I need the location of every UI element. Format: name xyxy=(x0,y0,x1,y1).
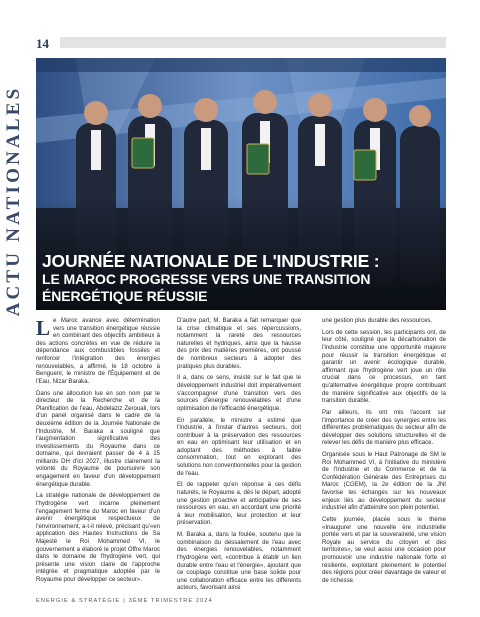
paragraph: La stratégie nationale de développement de l'hydrogène vert incarne pleinement l'engagement ferme du Maroc en faveur d'un avenir énergétique respectueux de l'environnement, a-t-il relevé, précisant qu'«en application des Hautes Instructions de Sa Majesté le Roi Mohammed VI, le gouvernement a élaboré le projet Offre Maroc dans le domaine de l'hydrogène vert, qui présente une vision claire de l'approche intégrée et pragmatique adoptée par le Royaume pour développer ce secteur». xyxy=(36,493,160,583)
paragraph: Dans une allocution lue en son nom par le directeur de la Recherche et de la Planification de l'eau, Abdelaziz Zerouali, lors d'un panel organisé dans le cadre de la deuxième édition de la Journée Nationale de l'Industrie, M. Baraka a souligné que l'augmentation significative des investissements du Royaume dans ce domaine, qui devraient passer de 4 à 15 milliards DH d'ici 2027, illustre clairement la volonté du Royaume de poursuivre son engagement en faveur d'un développement énergétique durable. xyxy=(36,390,160,488)
article-headline xyxy=(42,252,438,305)
header-rule xyxy=(60,37,446,48)
magazine-name: ENERGIE & STRATÉGIE xyxy=(36,598,121,604)
drop-cap: L xyxy=(36,316,51,340)
paragraph xyxy=(36,318,160,386)
paragraph: En parallèle, le ministre a estimé que l'industrie, à l'instar d'autres secteurs, doit contribuer à la préservation des ressources en eau en optimisant leur utilisation et en adoptant des méthodes à faible consommation, tout en explorant des solutions non conventionnelles pour la gestion de l'eau. xyxy=(177,417,301,477)
article-body xyxy=(36,318,446,590)
paragraph: M. Baraka a, dans la foulée, soutenu que la combinaison du dessalement de l'eau avec des énergies renouvelables, notamment l'hydrogène vert, «contribue à établir un lien durable entre l'eau et l'énergie», ajoutant que ce couplage constitue une base solide pour une collaboration efficace entre les différents acteurs, favorisant ainsi xyxy=(177,532,301,592)
section-title: ACTU NATIONALES xyxy=(3,85,24,317)
paragraph: Il a, dans ce sens, insisté sur le fait que le développement industriel doit impérativement s'accompagner d'une transition vers des sources d'énergie renouvelables et d'une optimisation de l'efficacité énergétique. xyxy=(177,375,301,412)
section-title-vertical xyxy=(3,56,25,346)
paragraph: Par ailleurs, ils ont mis l'accent sur l'importance de créer des synergies entre les différentes problématiques du secteur afin de développer des solutions structurelles et de relever les défis de manière plus efficace. xyxy=(322,409,446,447)
paragraph: D'autre part, M. Baraka a fait remarquer que la crise climatique et ses répercussions, notamment la rareté des ressources naturelles et hydriques, ainsi que la hausse des prix des matières premières, ont poussé de nombreux secteurs à adopter des pratiques plus durables. xyxy=(177,318,301,370)
paragraph: Lors de cette session, les participants ont, de leur côté, souligné que la décarbonation de l'industrie constitue une opportunité majeure pour réussir la transition énergétique et garantir un avenir écologique durable, affirmant que l'hydrogène vert joue un rôle crucial dans ce processus, en tant qu'alternative énergétique propre contribuant de manière significative aux objectifs de la transition durable. xyxy=(322,329,446,405)
paragraph: Cette journée, placée sous le thème «Inaugurer une nouvelle ère industrielle portée vers et par la souveraineté, une vision Royale au service du citoyen et des territoires», se veut aussi une occasion pour promouvoir une industrie nationale forte et résiliente, exploitant pleinement le potentiel des régions pour créer davantage de valeur et de richesse. xyxy=(322,517,446,584)
headline-line-2: LE MAROC PROGRESSE VERS UNE TRANSITION ÉNERGÉTIQUE RÉUSSIE xyxy=(42,271,371,304)
hero-photo xyxy=(36,58,446,310)
paragraph-text: e Maroc avance avec détermination vers une transition énergétique réussie en combinant des objectifs ambitieux à des actions concrètes en vue de réduire la dépendance aux combustibles fossiles et renforcer l'intégration des énergies renouvelables, a affirmé, le 18 octobre à Benguerir, le ministre de l'Équipement et de l'Eau, Nizar Baraka. xyxy=(36,318,160,385)
article-column-1 xyxy=(36,318,160,589)
paragraph: une gestion plus durable des ressources. xyxy=(322,318,433,324)
page-footer xyxy=(36,598,213,604)
paragraph: Organisée sous le Haut Patronage de SM le Roi Mohammed VI, à l'initiative du ministère de l'Industrie et du Commerce et de la Confédération Générale des Entreprises du Maroc (CGEM), la 2e édition de la JNI favorise les échanges sur les nouveaux enjeux liés au développement du secteur industriel afin d'atteindre son plein potentiel. xyxy=(322,452,446,512)
article-column-2 xyxy=(177,318,301,597)
article-column-3 xyxy=(322,318,446,590)
headline-line-1: JOURNÉE NATIONALE DE L'INDUSTRIE : xyxy=(42,251,380,271)
paragraph: Et de rappeler qu'en réponse à ces défis naturels, le Royaume a, dès le départ, adopté une gestion proactive et anticipative de ses ressources en eau, en accordant une priorité à leur mobilisation, leur protection et leur préservation. xyxy=(177,482,301,527)
footer-separator: | xyxy=(123,598,126,604)
issue-label: 3ÈME TRIMESTRE 2024 xyxy=(128,598,213,604)
page-number: 14 xyxy=(36,36,49,51)
